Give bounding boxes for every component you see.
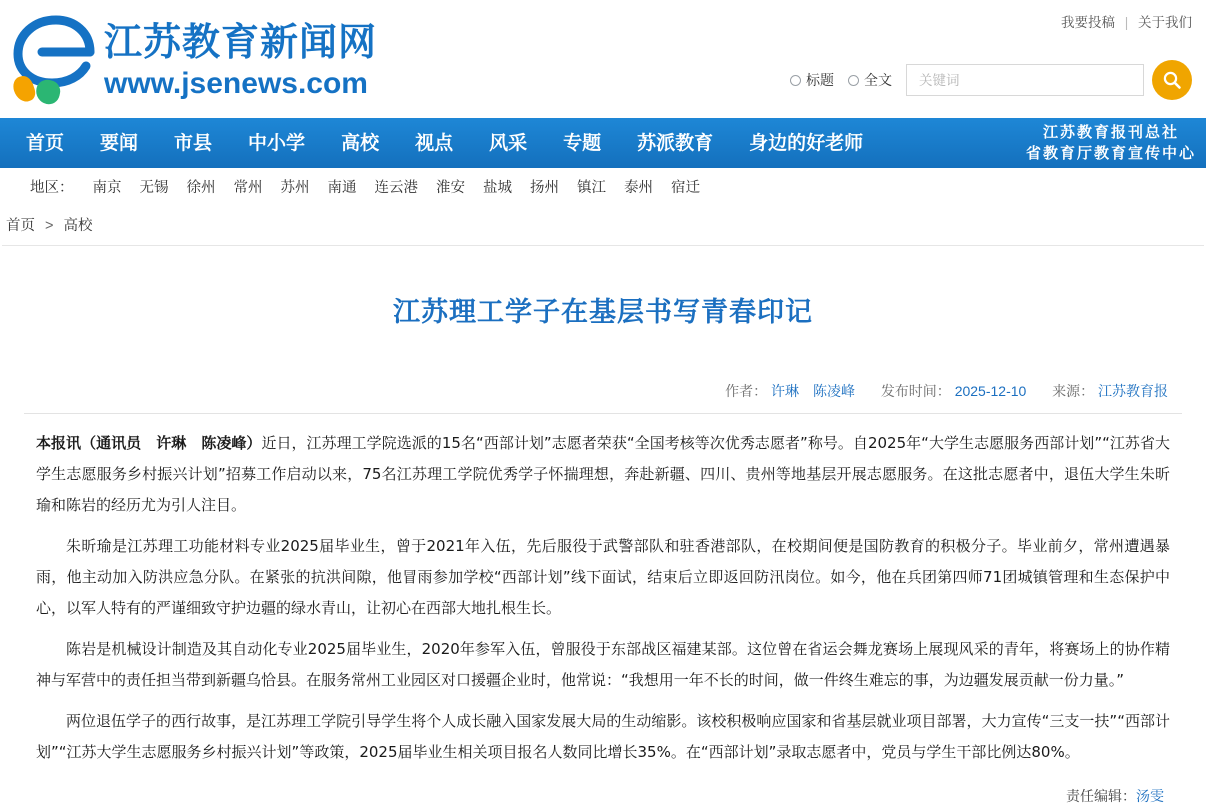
region-link-huaian[interactable]: 淮安 (436, 180, 465, 196)
header-right (772, 14, 1192, 100)
submit-article-link[interactable]: 我要投稿 (1060, 15, 1115, 30)
region-link-xuzhou[interactable]: 徐州 (186, 180, 216, 196)
site-header (0, 0, 1206, 118)
nav-item-showcase[interactable]: 风采 (489, 132, 528, 154)
article-paragraph (36, 706, 1170, 768)
search-scope-radios (790, 70, 892, 90)
publish-date-label: 发布时间： (880, 383, 951, 399)
article (0, 290, 1206, 806)
article-paragraph (36, 428, 1170, 521)
nav-item-home[interactable]: 首页 (26, 132, 65, 154)
search-input-wrapper[interactable] (906, 64, 1144, 96)
editor-name: 汤雯 (1136, 788, 1164, 804)
region-link-yancheng[interactable]: 盐城 (483, 180, 512, 196)
region-link-nantong[interactable]: 南通 (327, 180, 357, 196)
region-link-wuxi[interactable]: 无锡 (139, 180, 169, 196)
site-logo[interactable] (8, 8, 438, 112)
search-scope-title[interactable] (790, 70, 834, 90)
article-paragraph (36, 634, 1170, 696)
search-scope-fulltext[interactable] (848, 70, 892, 90)
region-link-zhenjiang[interactable]: 镇江 (577, 180, 606, 196)
source-label: 来源： (1052, 383, 1095, 399)
article-paragraph-text: 朱昕瑜是江苏理工功能材料专业2025届毕业生，曾于2021年入伍，先后服役于武警部队和驻香港部队，在校期间便是国防教育的积极分子。毕业前夕，常州遭遇暴雨，他主动加入防洪应急分队。在紧张的抗洪间隙，他冒雨参加学校“西部计划”线下面试，结束后立即返回防汛岗位。如今，他在兵团第四师71团城镇管理和生态保护中心，以军人特有的严谨细致守护边疆的绿水青山，让初心在西部大地扎根生长。 (36, 537, 1170, 617)
nav-item-cities[interactable]: 市县 (174, 132, 213, 154)
publish-date: 2025-12-10 (954, 383, 1027, 399)
region-link-yangzhou[interactable]: 扬州 (530, 180, 559, 196)
nav-brand-block (1026, 122, 1196, 164)
nav-brand-line2: 省教育厅教育宣传中心 (1025, 144, 1196, 162)
nav-item-supai-education[interactable]: 苏派教育 (637, 132, 714, 154)
page-title: 江苏理工学子在基层书写青春印记 (393, 297, 813, 328)
region-link-taizhou[interactable]: 泰州 (624, 180, 653, 196)
region-bar (0, 168, 1206, 206)
breadcrumb-separator: > (45, 218, 54, 234)
search-input[interactable] (917, 72, 1133, 89)
main-nav (0, 118, 1206, 168)
logo-mark-icon (8, 14, 100, 106)
source-name: 江苏教育报 (1098, 383, 1168, 399)
site-url: www.jsenews.com (104, 67, 368, 100)
utility-links (772, 14, 1192, 32)
region-link-nanjing[interactable]: 南京 (92, 180, 122, 196)
search-button[interactable] (1152, 60, 1192, 100)
editor-label: 责任编辑： (1066, 788, 1136, 804)
nav-item-universities[interactable]: 高校 (341, 132, 380, 154)
article-paragraph (36, 531, 1170, 624)
breadcrumb-item-home[interactable]: 首页 (6, 218, 35, 234)
site-title-cn: 江苏教育新闻网 (104, 20, 378, 64)
region-link-suzhou[interactable]: 苏州 (280, 180, 310, 196)
search-area (772, 60, 1192, 100)
about-us-link[interactable]: 关于我们 (1138, 15, 1192, 30)
search-scope-fulltext-label: 全文 (864, 72, 892, 88)
article-body (22, 414, 1184, 768)
article-editor (22, 778, 1184, 806)
nav-item-list (0, 118, 881, 168)
nav-brand-line1: 江苏教育报刊总社 (1042, 123, 1179, 141)
author-label: 作者： (725, 383, 768, 399)
article-paragraph-text: 近日，江苏理工学院选派的15名“西部计划”志愿者荣获“全国考核等次优秀志愿者”称号。自2025年“大学生志愿服务西部计划”“江苏省大学生志愿服务乡村振兴计划”招募工作启动以来，75名江苏理工学院优秀学子怀揣理想，奔赴新疆、四川、贵州等地基层开展志愿服务。在这批志愿者中，退伍大学生朱昕瑜和陈岩的经历尤为引人注目。 (36, 434, 1170, 514)
region-link-suqian[interactable]: 宿迁 (671, 180, 700, 196)
search-icon (1162, 70, 1182, 90)
region-link-changzhou[interactable]: 常州 (233, 180, 263, 196)
search-scope-title-label: 标题 (806, 72, 834, 88)
article-dateline: 本报讯（通讯员 许琳 陈凌峰） (36, 434, 262, 452)
breadcrumb (2, 206, 1204, 246)
nav-item-viewpoint[interactable]: 视点 (415, 132, 454, 154)
radio-circle-icon[interactable] (848, 75, 859, 86)
article-paragraph-text: 陈岩是机械设计制造及其自动化专业2025届毕业生，2020年参军入伍，曾服役于东部战区福建某部。这位曾在省运会舞龙赛场上展现风采的青年，将赛场上的协作精神与军营中的责任担当带到新疆乌恰县。在服务常州工业园区对口援疆企业时，他常说：“我想用一年不长的时间，做一件终生难忘的事，为边疆发展贡献一份力量。” (36, 640, 1170, 689)
nav-item-headlines[interactable]: 要闻 (100, 132, 139, 154)
nav-item-special-topics[interactable]: 专题 (563, 132, 602, 154)
nav-item-good-teachers[interactable]: 身边的好老师 (749, 132, 864, 154)
breadcrumb-item-universities[interactable]: 高校 (63, 218, 93, 234)
utility-link-separator: | (1124, 15, 1129, 30)
radio-circle-icon[interactable] (790, 75, 801, 86)
region-link-lianyungang[interactable]: 连云港 (374, 180, 418, 196)
article-paragraph-text: 两位退伍学子的西行故事，是江苏理工学院引导学生将个人成长融入国家发展大局的生动缩影。该校积极响应国家和省基层就业项目部署，大力宣传“三支一扶”“西部计划”“江苏大学生志愿服务乡村振兴计划”等政策，2025届毕业生相关项目报名人数同比增长35%。在“西部计划”录取志愿者中，党员与学生干部比例达80%。 (36, 712, 1170, 761)
nav-item-k12[interactable]: 中小学 (248, 132, 306, 154)
article-meta (22, 381, 1172, 401)
author-names: 许琳 陈凌峰 (771, 383, 856, 399)
region-label: 地区： (30, 180, 74, 196)
